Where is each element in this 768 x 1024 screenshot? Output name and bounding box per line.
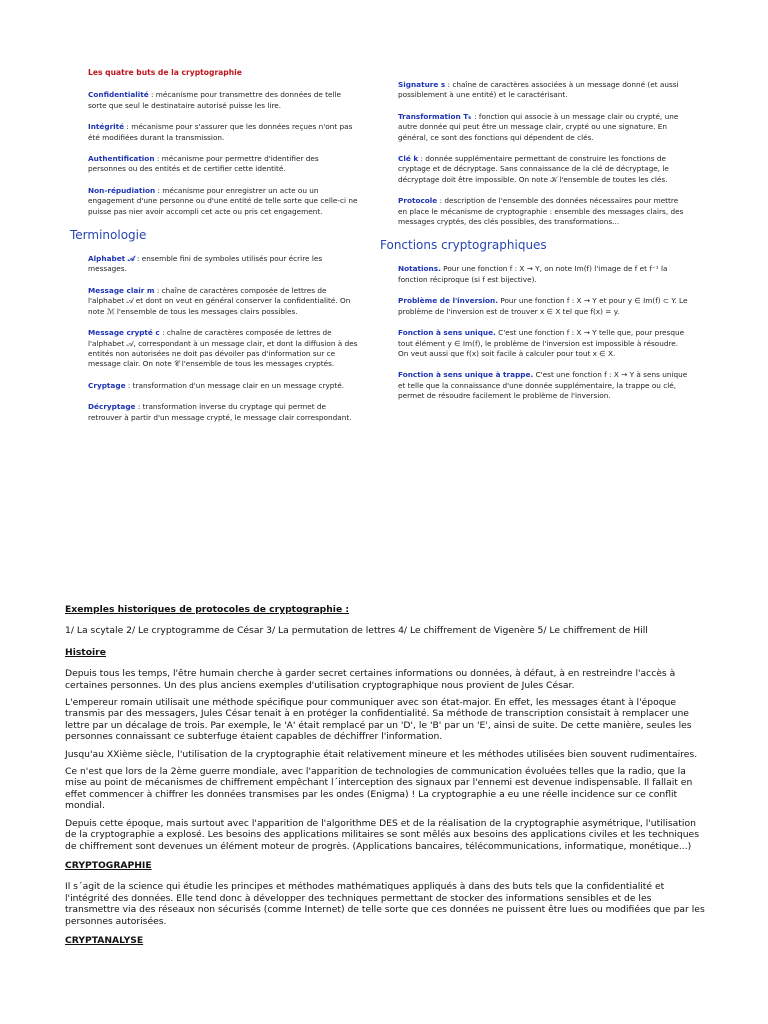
slide-function-item: Fonction à sens unique. C'est une fonction f : X → Y telle que, pour presque tout élément y ∈ Im(f), le problème de l'inversion est impossible à résoudre. On veut aussi que f(x) soit facile à calculer pour tout x ∈ X. [398,328,685,358]
history-paragraph: L'empereur romain utilisait une méthode spécifique pour communiquer avec son état-major. En effet, les messages étant à l'époque transmis par des messagers, Jules César tenait à en protéger la confidentialité. Sa méthode de transcription consistait à remplacer une lettre par un décalage de trois. Par exemple, le 'A' était remplacé par un 'D', le 'B' par un 'E', ainsi de suite. De cette manière, seules les personnes connaissant ce subterfuge étaient capables de déchiffrer l'information. [65,697,692,743]
slide-term-item: Message clair m : chaîne de caractères composée de lettres de l'alphabet 𝒜 et dont on veut en général conserver la confidentialité. On note ℳ l'ensemble de tous les messages clairs possibles. [88,285,351,316]
slide-left-column [70,62,358,434]
slide-terminology-heading: Terminologie [70,228,147,243]
slide-term-item: Décryptage : transformation inverse du cryptage qui permet de retrouver à partir d'un message crypté, le message clair correspondant. [88,402,352,422]
examples-heading: Exemples historiques de protocoles de cryptographie : [65,604,350,615]
cryptanalysis-heading: CRYPTANALYSE [65,934,144,946]
history-heading: Histoire [65,646,106,658]
slide-term-item: Transformation Tₖ : fonction qui associe à un message clair ou crypté, une autre donnée qui peut être un message clair, crypté ou une signature. En général, ce sont des fonctions qui dépendent de clés. [398,111,679,142]
slide-function-item: Fonction à sens unique à trappe. C'est une fonction f : X → Y à sens unique et telle que la connaissance d'une donnée supplémentaire, la trappe ou clé, permet de résoudre facilement le problème de l'inversion. [398,370,688,401]
slide-goal-item: Authentification : mécanisme pour permettre d'identifier des personnes ou des entités et de certifier cette identité. [88,154,319,174]
history-paragraph: Jusqu'au XXième siècle, l'utilisation de la cryptographie était relativement mineure et les méthodes utilisées bien souvent rudimentaires. [65,748,698,760]
slide-term-item: Alphabet 𝒜 : ensemble fini de symboles utilisés pour écrire les messages. [88,254,323,274]
slide-goal-item: Non-répudiation : mécanisme pour enregistrer un acte ou un engagement d'une personne ou d'une entité de telle sorte que celle-ci ne puisse pas nier avoir accompli cet acte ou pris cet engagement. [88,185,358,216]
slide-term-item: Signature s : chaîne de caractères associées à un message donné (et aussi possiblement à une entité) et le caractérisant. [398,80,679,100]
slide-functions-heading: Fonctions cryptographiques [380,238,547,253]
examples-list: 1/ La scytale 2/ Le cryptogramme de César 3/ La permutation de lettres 4/ Le chiffrement de Vigenère 5/ Le chiffrement de Hill [65,625,648,637]
slide-goal-item: Intégrité : mécanisme pour s'assurer que les données reçues n'ont pas été modifiées durant la transmission. [88,122,353,142]
slide-function-item: Notations. Pour une fonction f : X → Y, on note Im(f) l'image de f et f⁻¹ la fonction réciproque (si f est bijective). [398,264,668,284]
slide-term-item: Cryptage : transformation d'un message clair en un message crypté. [88,380,345,390]
slide-goals-title: Les quatre buts de la cryptographie [88,68,242,77]
history-paragraph: Depuis tous les temps, l'être humain cherche à garder secret certaines informations ou données, à défaut, à en restreindre l'accès à certaines personnes. Un des plus anciens exemples d'utilisation cryptographique nous provient de Jules César. [65,668,676,691]
slide-goal-item: Confidentialité : mécanisme pour transmettre des données de telle sorte que seul le destinataire autorisé puisse les lire. [88,90,342,110]
history-paragraph: Depuis cette époque, mais surtout avec l'apparition de l'algorithme DES et de la réalisation de la cryptographie asymétrique, l'utilisation de la cryptographie a explosé. Les besoins des applications militaires se sont mêlés aux besoins des applications civiles et les techniques de chiffrement sont devenues un élément moteur de progrès. (Applications bancaires, télécommunications, informatique, monétique...) [65,817,699,852]
cryptography-paragraph: Il s´agit de la science qui étudie les principes et méthodes mathématiques appliqués à dans des buts tels que la confidentialité et l'intégrité des données. Elle tend donc à développer des techniques permettant de stocker des informations sensibles et de les transmettre via des réseaux non sécurisés (comme Internet) de telle sorte que ces données ne puissent être lues ou modifiées que par les personnes autorisées. [65,881,705,927]
slide-term-item: Clé k : donnée supplémentaire permettant de construire les fonctions de cryptage et de décryptage. Sans connaissance de la clé de décryptage, le décryptage doit être impossible. On note 𝒦 l'ensemble de toutes les clés. [398,154,669,184]
document-body [65,604,705,956]
cryptography-heading: CRYPTOGRAPHIE [65,859,152,871]
slide-right-column [380,80,688,413]
slide-term-item: Message crypté c : chaîne de caractères composée de lettres de l'alphabet 𝒜, correspondant à un message clair, et dont la diffusion à des entités non autorisées ne doit pas dévoiler pas d'information sur ce message clair. On note 𝒞 l'ensemble de tous les messages cryptés. [88,328,358,369]
slide-function-item: Problème de l'inversion. Pour une fonction f : X → Y et pour y ∈ Im(f) ⊂ Y. Le problème de l'inversion est de trouver x ∈ X tel que f(x) = y. [398,296,688,316]
history-paragraph: Ce n'est que lors de la 2ème guerre mondiale, avec l'apparition de technologies de communication évoluées telles que la radio, que la mise au point de mécanismes de chiffrement empêchant l´interception des signaux par l'ennemi est devenue indispensable. Il fallait en effet commencer à chiffrer les données transmises par les ondes (Enigma) ! La cryptographie a eu une réelle incidence sur ce conflit mondial. [65,766,693,812]
slide-term-item: Protocole : description de l'ensemble des données nécessaires pour mettre en place le mécanisme de cryptographie : ensemble des messages clairs, des messages cryptés, des clés possibles, des transformations... [398,196,684,227]
slide-image [70,62,700,452]
